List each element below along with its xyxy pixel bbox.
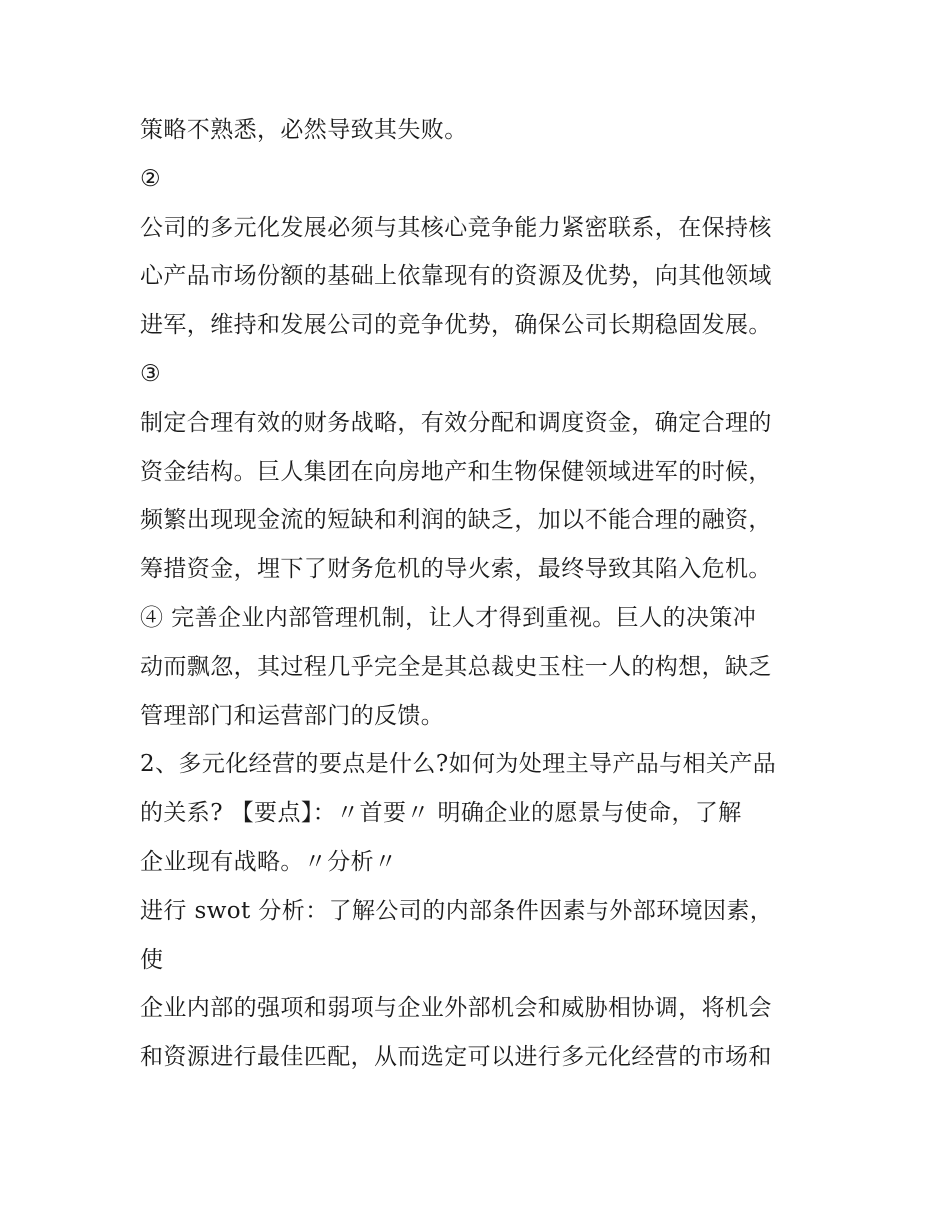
text-line: 资金结构。巨人集团在向房地产和生物保健领域进军的时候， <box>140 458 772 485</box>
text-line: 的关系? 【要点】：〃首要〃 明确企业的愿景与使命，了解 <box>140 800 742 827</box>
text-line: 筹措资金，埋下了财务危机的导火索，最终导致其陷入危机。 <box>140 556 772 583</box>
text-line: 2、多元化经营的要点是什么?如何为处理主导产品与相关产品 <box>140 751 777 778</box>
text-line: ② <box>140 165 162 192</box>
text-line: 频繁出现现金流的短缺和利润的缺乏，加以不能合理的融资， <box>140 507 772 534</box>
text-line: 制定合理有效的财务战略，有效分配和调度资金，确定合理的 <box>140 409 772 436</box>
text-line: 心产品市场份额的基础上依靠现有的资源及优势，向其他领域 <box>140 263 772 290</box>
text-line: 和资源进行最佳匹配，从而选定可以进行多元化经营的市场和 <box>140 1044 772 1071</box>
text-line: ③ <box>140 360 162 387</box>
text-line: 使 <box>140 946 164 973</box>
text-line: 企业现有战略。〃分析〃 <box>140 848 398 875</box>
text-line: 策略不熟悉，必然导致其失败。 <box>140 117 468 143</box>
text-line: 企业内部的强项和弱项与企业外部机会和威胁相协调，将机会 <box>140 995 772 1022</box>
text-line: 管理部门和运营部门的反馈。 <box>140 702 445 729</box>
text-line: ④ 完善企业内部管理机制，让人才得到重视。巨人的决策冲 <box>140 604 757 631</box>
text-line: 进行 swot 分析：了解公司的内部条件因素与外部环境因素， <box>140 897 774 924</box>
text-line: 动而飘忽，其过程几乎完全是其总裁史玉柱一人的构想，缺乏 <box>140 653 772 680</box>
text-line: 进军，维持和发展公司的竞争优势，确保公司长期稳固发展。 <box>140 312 772 339</box>
document-body <box>140 106 820 1082</box>
text-line: 公司的多元化发展必须与其核心竞争能力紧密联系，在保持核 <box>140 214 772 241</box>
